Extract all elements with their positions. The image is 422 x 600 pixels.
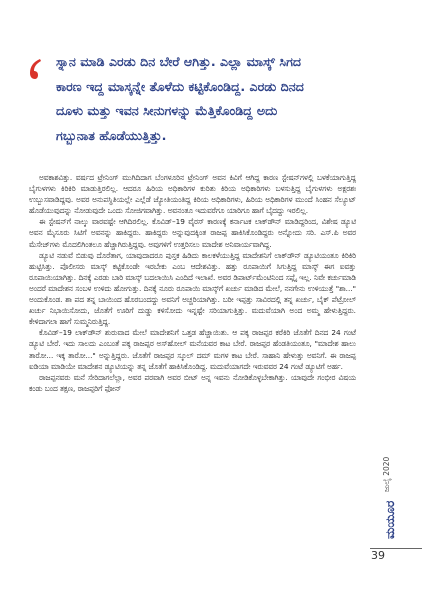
magazine-logo-text: ಮಯೂರ bbox=[383, 500, 397, 540]
article-body bbox=[29, 172, 356, 394]
issue-date: ಜುಲೈ 2020 bbox=[382, 456, 391, 492]
body-paragraph: ಕೊವಿಡ್–19 ಲಾಕ್‌ಡೌನ್ ಶುರುವಾದ ಮೇಲೆ ಮಾದೇಶನಿಗೆ ಒತ್ತಡ ಹೆಚ್ಚಾಯಿತು. ಆ ಪಕ್ಕ ರಾಜಪ್ಪರ ಕರೆಕಿರಿ ಜೊತೆಗೆ ದಿನದ 24 ಗಂಟೆ ಡ್ಯೂಟಿ ಬೇರೆ. ಇದು ಸಾಲದು ಎಂಬಂತೆ ಪಕ್ಕ ರಾಜಪ್ಪರ ಅಸ್‌ಹೋಲ್ ಮನೆಯವರ ಕಾಟ ಬೇರೆ. ರಾಜಪ್ಪರ ಹೆಂಡತಿಯಂತೂ, "ಮಾದೇಶ ಹಾಲು ತಾರೋ... ಇಕ್ಕ ತಾರೋ..." ಅನ್ನುತ್ತಿದ್ದರು. ಜೊತೆಗೆ ರಾಜಪ್ಪರ ಸ್ಕೂಲ್ ದಮ್ ಮಗಳ ಕಾಟ ಬೇರೆ. ಸಾಹಾನಿ ಹೇಳುತ್ತು ಅವನಿಗೆ. ಈ ರಾಜಪ್ಪ ಐಡಿಯಾ ಮಾಡಿಯೇ ಮಾದೇಶನ ಡ್ಯೂಟಿಯನ್ನು ತನ್ನ ಜೊತೆಗೆ ಹಾಕಿಸಿಕೊಂಡಿದ್ದ. ಮದುವೆಯಾಗದೇ ಇರುವವರ 24 ಗಂಟೆ ಡ್ಯೂಟಿಗೆ ಅರ್ಹ. bbox=[29, 328, 356, 371]
pull-quote bbox=[56, 50, 376, 148]
magazine-logo bbox=[380, 498, 400, 542]
body-paragraph: ಈ ಸ್ಟೇಷನ್‌ಗೆ ನಾಲ್ಕು ವಾರವಷ್ಟೇ ಆಗಿದಿರಲಿಲ್ಲ. ಕೊವಿಡ್–19 ವೈರಸ್ ಕಾರಣಕ್ಕೆ ಕರ್ನಾಟಕ ಲಾಕ್‌ಡೌನ್ ಮಾಡಿದ್ದರಿಂದ, ವಿಶೇಷ ಡ್ಯೂಟಿ ಅವನ ಮೈಸೂರು ಸಿಟಿಗೆ ಅವನನ್ನು ಹಾಕಿದ್ದರು. ಹಾಕಿದ್ದರು ಅನ್ನುವುದಕ್ಕಿಂತ ರಾಜಪ್ಪ ಹಾಕಿಸಿಕೊಂಡಿದ್ದರು ಅನ್ನೋದು ಸರಿ. ಎಸ್.ಪಿ ಅವರ ಮೆಸೇಜ್‌ಗಳು ಮೊದಲಿಗಿಂತಲೂ ಹೆಚ್ಚಾಗಿರುತ್ತಿದ್ದವು. ಅವುಗಳಿಗೆ ಉತ್ತರಿಸಲು ಮಾದೇಶ ಅನಿವಾರ್ಯವಾಗಿದ್ದ. bbox=[29, 217, 356, 249]
body-paragraph: ಅವಕಾಶವಿತ್ತು. ವರ್ಷದ ಟ್ರೇನಿಂಗ್ ಮುಗಿದಿದಾಗ ಬೆಂಗಳೂರಿನ ಟ್ರೇನಿಂಗ್ ಅವನ ಕಿವಿಗೆ ಆಗಿದ್ದ ಕಾರಣ ಸ್ಟೇಷನ್‌ಗಳಲ್ಲಿ ಬಳಕೆಯಾಗುತ್ತಿದ್ದ ಬೈಗುಳಗಳು ಕಿರಿಕಿರಿ ಮಾಡುತ್ತಿರಲಿಲ್ಲ. ಆದರೂ ಹಿರಿಯ ಅಧಿಕಾರಿಗಳ ಕುರಿತು ಕಿರಿಯ ಅಧಿಕಾರಿಗಳು ಬಳಸುತ್ತಿದ್ದ ಬೈಗುಳಗಳು ಅಕ್ಷರಶಃ ಉಬ್ಬುಸವಾಡಿದ್ದವು. ಅವರ ಅನುಪಸ್ಥಿತಿಯಲ್ಲೇ ಎಲ್ಲೆಡೆ ಜ್ಯೋತಿಯಂತಿದ್ದ ಕಿರಿಯ ಅಧಿಕಾರಿಗಳು, ಹಿರಿಯ ಅಧಿಕಾರಿಗಳ ಮುಂದೆ ಸಿಂಹನ ಸೆಲ್ಯೂಟ್ ಹೊಡೆಯುವುದನ್ನು ನೋಡುವುದೇ ಒಂದು ಸೋಜಿಗವಾಗಿತ್ತು. ಅವನಂತೂ ಇದುವರೆಗೂ ಯಾರಿಗೂ ಹಾಗೆ ಬೈದದ್ದು ಇರಲಿಲ್ಲ. bbox=[29, 173, 356, 216]
pull-quote-line: ಗಬ್ಬುನಾತ ಹೊಡೆಯುತ್ತಿತ್ತು. bbox=[56, 127, 167, 143]
body-paragraph: ರಾಜಪ್ಪನವರು ಮನೆ ಸೇರಿದಾಗಲೆಲ್ಲಾ, ಅವರ ಪರವಾಗಿ ಅವರ ಬೀಟ್ ಅನ್ನ ಇವನು ನೋಡಿಕೊಳ್ಳಬೇಕಾಗಿತ್ತು. ಯಾವುದೇ ಗಂಭೀರ ವಿಷಯ ಕಂಡು ಬಂದ ತಕ್ಷಣ, ರಾಜಪ್ಪರಿಗೆ ಫೋನ್ bbox=[29, 372, 356, 393]
pull-quote-line: ಸ್ನಾನ ಮಾಡಿ ಎರಡು ದಿನ ಬೇರೆ ಆಗಿತ್ತು. ಎಲ್ಲಾ ಮಾಸ್ಕ್ ಸಿಗದ bbox=[56, 54, 302, 69]
page-number: 39 bbox=[371, 549, 385, 562]
pull-quote-line: ಕಾರಣ ಇದ್ದ ಮಾಸ್ಕನ್ನೇ ತೊಳೆದು ಕಟ್ಟಿಕೊಂಡಿದ್ದ. ಎರಡು ದಿನದ bbox=[56, 78, 304, 94]
red-quote-mark-icon bbox=[28, 58, 42, 80]
pull-quote-line: ದೂಳು ಮತ್ತು ಇವನ ಸೀನುಗಳನ್ನು ಮೆತ್ತಿಕೊಂಡಿದ್ದ ಅದು bbox=[56, 103, 278, 118]
body-paragraph: ಡ್ಯೂಟಿ ನಡುವೆ ಬಿಡುವು ದೊರೆತಾಗ, ಯಾವುದಾದರೂ ಪುಸ್ತಕ ಹಿಡಿದು ಕಾಲಕಳೆಯುತ್ತಿದ್ದ ಮಾದೇಶನಿಗೆ ಲಾಕ್‌ಡೌನ್ ಡ್ಯೂಟಿಯಂತೂ ಕಿರಿಕಿರಿ ಹುಟ್ಟಿಸಿತ್ತು. ಪೊಲೀಸರು ಮಾಸ್ಕ್ ಕಟ್ಟಿಕೊಂಡೇ ಇರಬೇಕು ಎಂಬ ಆದೇಶವಿತ್ತು. ಹತ್ತು ರೂಪಾಯಿಗೆ ಸಿಗುತ್ತಿದ್ದ ಮಾಸ್ಕ್ ಈಗ ಐವತ್ತು ರೂಪಾಯಿಯಾಗಿತ್ತು. ದಿನಕ್ಕೆ ಎರಡು ಬಾರಿ ಮಾಸ್ಕ್ ಬದಲಾಯಿಸಿ ಎಂದಿದೆ ಇಲಾಖೆ. ಅವರ ಡಿಪಾರ್ಟ್‌ಮೆಂಟಿನಿಂದ ಸಪ್ಲೈ ಇಲ್ಲ. ನಿವೇ ಕರ್ಚುಮಾಡಿ ಅಂದರೆ ಮಾದೇಶನ ಸಂಬಳ ಉಳಿದು ಹೋಗುತ್ತು. ದಿನಕ್ಕೆ ನೂರು ರೂಪಾಯಿ ಮಾಸ್ಕ್‌ಗೆ ಖರ್ಚು ಮಾಡಿದ ಮೇಲೆ, ನನಗೇನು ಉಳಿಯುತ್ತೆ "ಶಾ..." ಅಂದುಕೊಂಡ. ಶಾ ಪದ ತನ್ನ ಬಾಯಿಂದ ಹೊರಬಂದದ್ದು ಅವನಿಗೆ ಅಚ್ಚರಿಯಾಗಿತ್ತು. ಬರೀ ಇಪ್ಪತ್ತು ಸಾವಿರದಲ್ಲಿ ತನ್ನ ಖರ್ಚು, ಬೈಕ್ ಪೆಟ್ರೋಲ್ ಖರ್ಚು ನಿಭಾಯಿಸೋದು, ಜೊತೆಗೆ ಊರಿಗೆ ದುಡ್ಡು ಕಳಿಸೋದು ಇನ್ನಷ್ಟೇ ಸರಿಯಾಗುತ್ತಿತ್ತು. ಮದುವೆಯಾಗಿ ಅಂದ ಅಮ್ಮ ಹೇಳುತ್ತಿದ್ದರು. ಕೇಳಿದಾಗಲಾ ಹಾಗೆ ಸುಮ್ಮನಿರುತ್ತಿದ್ದ. bbox=[29, 250, 356, 327]
